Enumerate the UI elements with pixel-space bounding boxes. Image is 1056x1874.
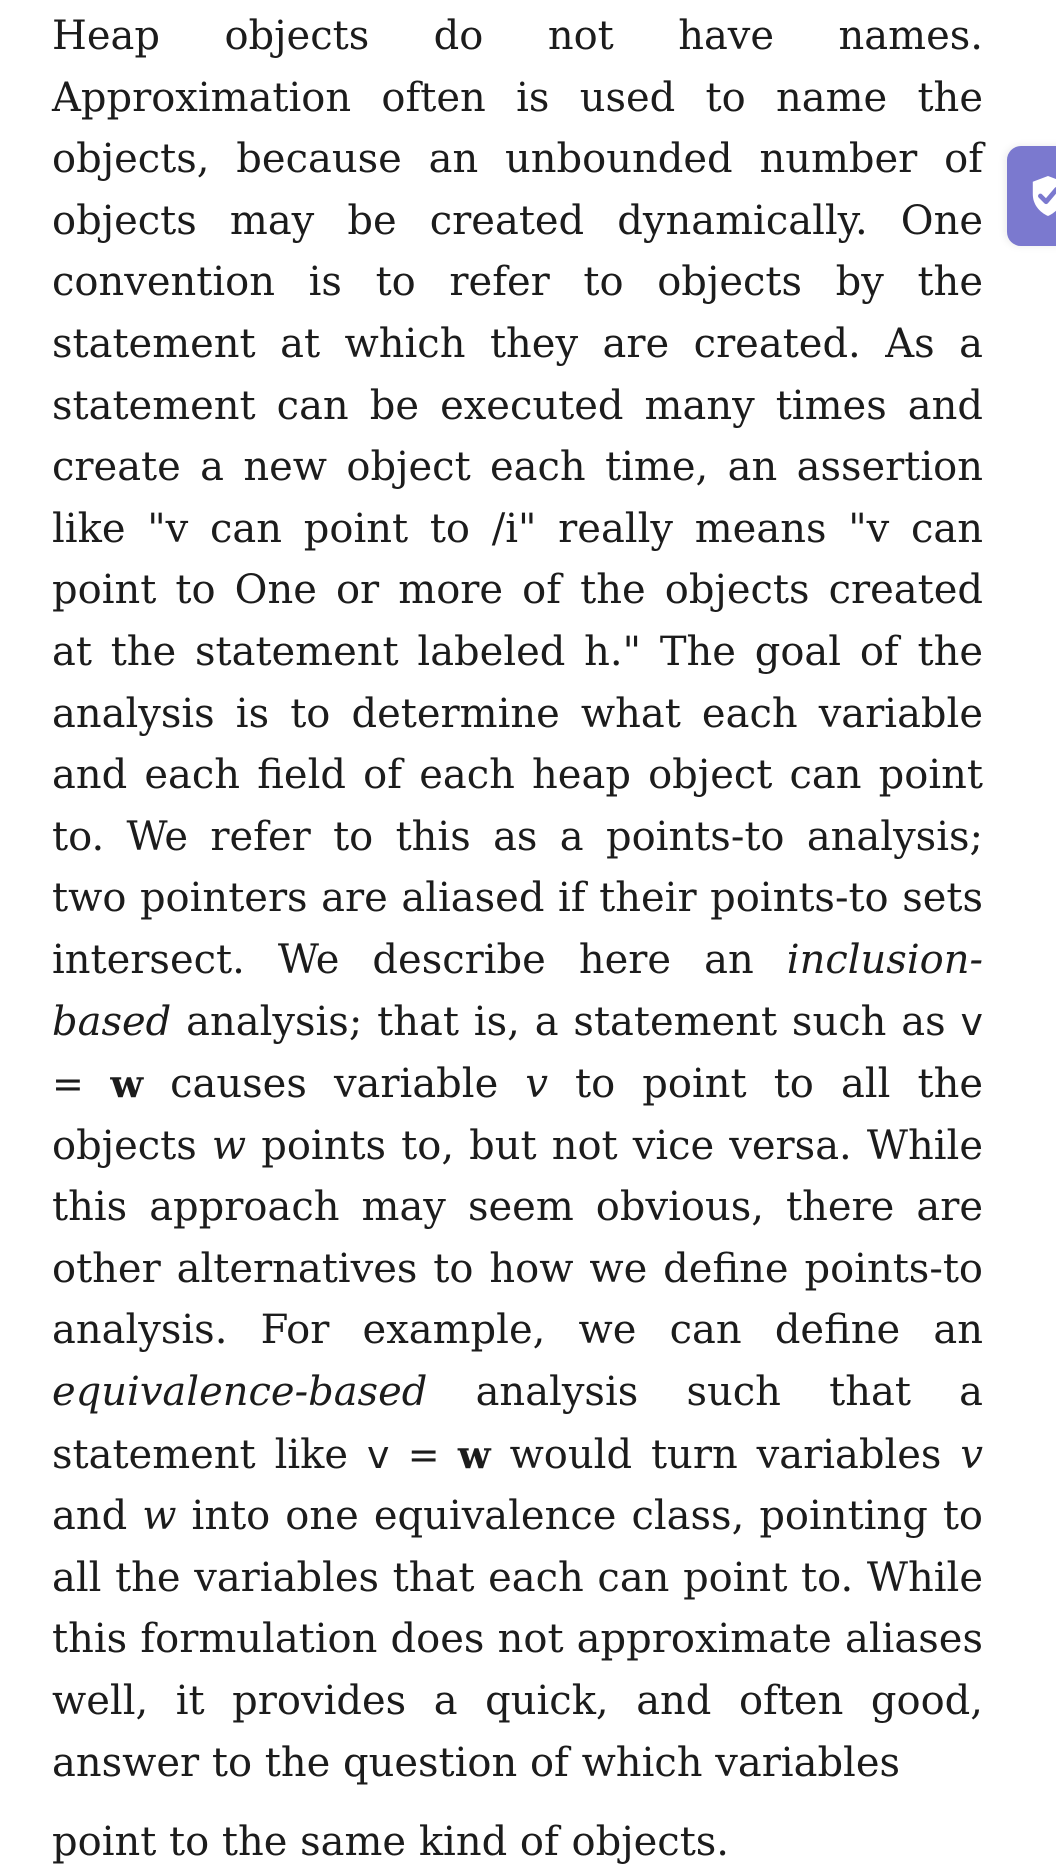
shield-check-icon: [1029, 172, 1056, 220]
text-run: would turn variables: [490, 1431, 961, 1478]
text-run: and: [52, 1493, 143, 1540]
emphasis-variable-v: v: [525, 1061, 548, 1108]
emphasis-variable-w: w: [142, 1493, 177, 1540]
code-rhs: w: [457, 1431, 491, 1477]
emphasis-variable-w: w: [211, 1122, 247, 1169]
closing-line: point to the same kind of objects.: [52, 1819, 730, 1866]
article-body: [52, 6, 983, 1874]
text-run: points to, but not vice versa. While this approach may seem obvious, there are other alternatives to how we define points-to analysis. For example, we can define an: [52, 1122, 984, 1354]
text-run: analysis such that a statement like: [52, 1369, 983, 1478]
emphasis-variable-v: v: [960, 1431, 983, 1478]
code-lhs: v =: [367, 1432, 458, 1477]
emphasis-inclusion-based: inclusion-based: [52, 936, 983, 1045]
emphasis-equivalence-based: equivalence-based: [52, 1369, 428, 1416]
code-statement: [367, 1433, 491, 1477]
privacy-shield-tab[interactable]: [1007, 146, 1056, 246]
paragraph: [52, 6, 983, 1794]
text-run: causes variable: [143, 1061, 526, 1108]
text-run: to point to all the objects: [52, 1061, 983, 1169]
text-run: into one equivalence class, pointing to all the variables that each can point to. While this formulation does not approximate aliases well, it provides a quick, and often good, answer to the question of which variables: [52, 1493, 983, 1786]
code-rhs: w: [110, 1061, 144, 1107]
text-run: Heap objects do not have names. Approximation often is used to name the objects, because an unbounded number of objects may be created dynamically. One convention is to refer to objects by the statement at which they are created. As a statement can be executed many times and create a new object each time, an assertion like "v can point to /i" really means "v can point to One or more of the objects created at the statement labeled h." The goal of the analysis is to determine what each variable and each field of each heap object can point to. We refer to this as a points-to analysis; two pointers are aliased if their points-to sets intersect. We describe here an: [52, 13, 983, 983]
text-run: analysis; that is, a statement such as: [171, 998, 961, 1045]
code-lhs: v =: [52, 999, 983, 1107]
